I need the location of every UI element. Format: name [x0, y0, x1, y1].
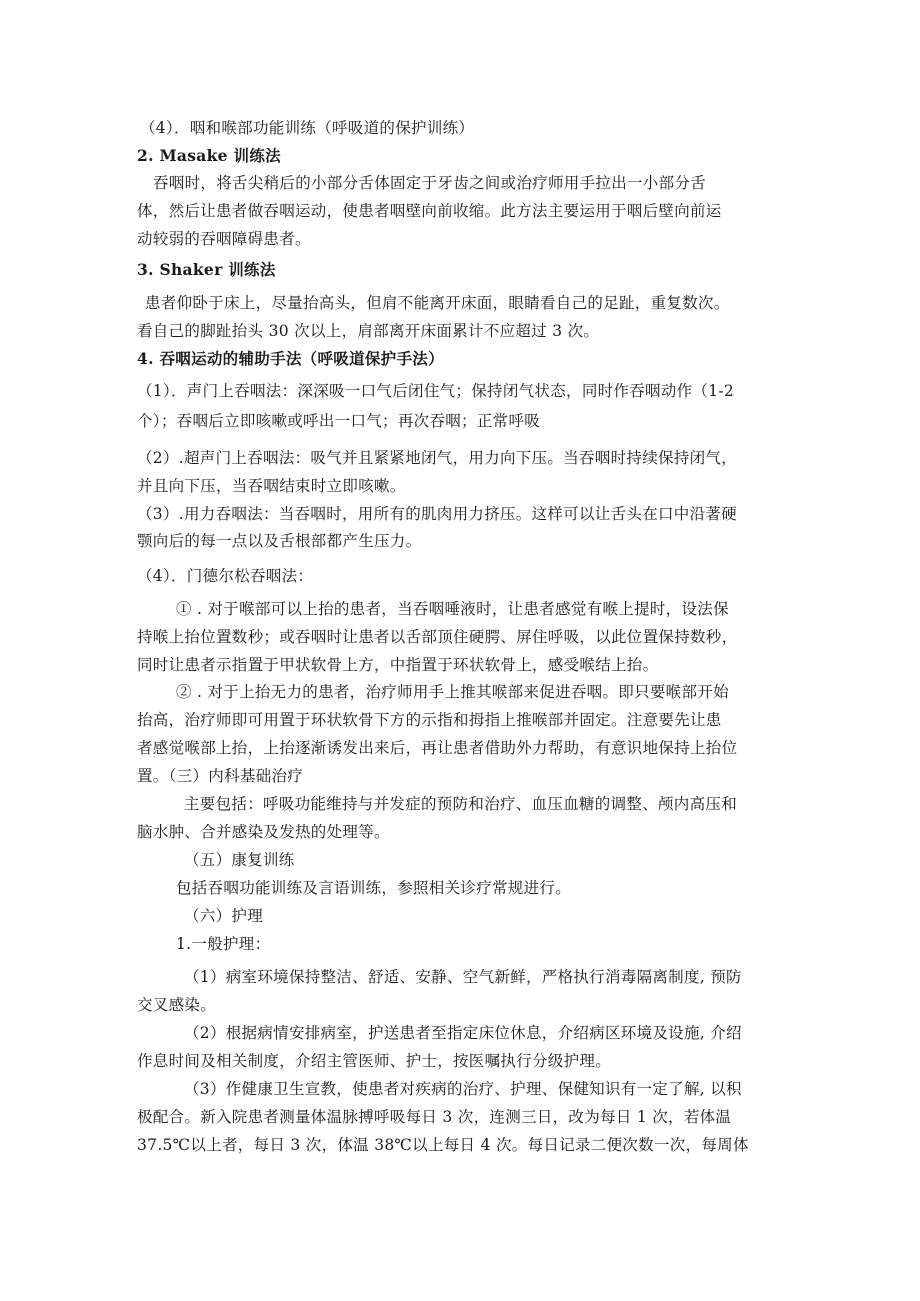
text-line: 置。（三）内科基础治疗 [137, 767, 304, 785]
text-line: ① . 对于喉部可以上抬的患者，当吞咽唾液时，让患者感觉有喉上提时，设法保 [176, 600, 729, 618]
text-line: 抬高，治疗师即可用置于环状软骨下方的示指和拇指上推喉部并固定。注意要先让患 [137, 711, 722, 729]
text-line: 动较弱的吞咽障碍患者。 [137, 230, 311, 248]
text-line: 极配合。新入院患者测量体温脉搏呼吸每日 3 次，连测三日，改为每日 1 次，若体温 [137, 1108, 732, 1126]
text-line: 患者仰卧于床上，尽量抬高头，但肩不能离开床面，眼睛看自己的足趾，重复数次。 [145, 294, 730, 312]
text-line: 看自己的脚趾抬头 30 次以上，肩部离开床面累计不应超过 3 次。 [137, 322, 600, 340]
text-line: 个）；吞咽后立即咳嗽或呼出一口气；再次吞咽；正常呼吸 [137, 412, 541, 430]
text-line: 作息时间及相关制度，介绍主管医师、护士，按医嘱执行分级护理。 [137, 1052, 612, 1070]
text-line: （1）．声门上吞咽法：深深吸一口气后闭住气；保持闭气状态，同时作吞咽动作（1-2 [137, 382, 735, 400]
text-line: 交叉感染。 [137, 996, 217, 1014]
text-line: 包括吞咽功能训练及言语训练，参照相关诊疗常规进行。 [176, 879, 572, 897]
text-line: 颚向后的每一点以及舌根部都产生压力。 [137, 532, 422, 550]
text-line: 同时让患者示指置于甲状软骨上方，中指置于环状软骨上，感受喉结上抬。 [137, 656, 659, 674]
text-line: 37.5℃以上者，每日 3 次，体温 38℃以上每日 4 次。每日记录二便次数一次，每周体 [137, 1136, 749, 1154]
text-line: 体，然后让患者做吞咽运动，使患者咽壁向前收缩。此方法主要运用于咽后壁向前运 [137, 202, 722, 220]
section-heading: 4. 吞咽运动的辅助手法（呼吸道保护手法） [137, 349, 444, 368]
text-line: 1.一般护理： [176, 935, 271, 953]
text-line: （2）.超声门上吞咽法：吸气并且紧紧地闭气，用力向下压。当吞咽时持续保持闭气， [137, 449, 737, 467]
section-heading: 3. Shaker 训练法 [137, 260, 276, 279]
text-line: （4）．门德尔松吞咽法： [137, 567, 314, 585]
text-line: 并且向下压，当吞咽结束时立即咳嗽。 [137, 477, 406, 495]
section-heading: 2. Masake 训练法 [137, 146, 281, 165]
text-line: 者感觉喉部上抬，上抬逐渐诱发出来后，再让患者借助外力帮助，有意识地保持上抬位 [137, 739, 738, 757]
text-line: （1）病室环境保持整洁、舒适、安静、空气新鲜，严格执行消毒隔离制度, 预防 [184, 968, 742, 986]
text-line: 脑水肿、合并感染及发热的处理等。 [137, 823, 390, 841]
text-line: （2）根据病情安排病室，护送患者至指定床位休息，介绍病区环境及设施, 介绍 [184, 1024, 742, 1042]
text-line: ② . 对于上抬无力的患者，治疗师用手上推其喉部来促进吞咽。即只要喉部开始 [176, 683, 729, 701]
text-line: （3）.用力吞咽法：当吞咽时，用所有的肌肉用力挤压。这样可以让舌头在口中沿著硬 [137, 505, 737, 523]
subsection-heading: （五）康复训练 [184, 851, 295, 869]
text-line: （3）作健康卫生宣教，使患者对疾病的治疗、护理、保健知识有一定了解, 以积 [184, 1080, 742, 1098]
subsection-heading: （六）护理 [184, 907, 264, 925]
text-line: 主要包括：呼吸功能维持与并发症的预防和治疗、血压血糖的调整、颅内高压和 [184, 795, 738, 813]
text-line: 持喉上抬位置数秒；或吞咽时让患者以舌部顶住硬腭、屏住呼吸，以此位置保持数秒， [137, 628, 738, 646]
text-line: （4）．咽和喉部功能训练（呼吸道的保护训练） [140, 119, 475, 137]
text-line: 吞咽时，将舌尖稍后的小部分舌体固定于牙齿之间或治疗师用手拉出一小部分舌 [153, 174, 707, 192]
